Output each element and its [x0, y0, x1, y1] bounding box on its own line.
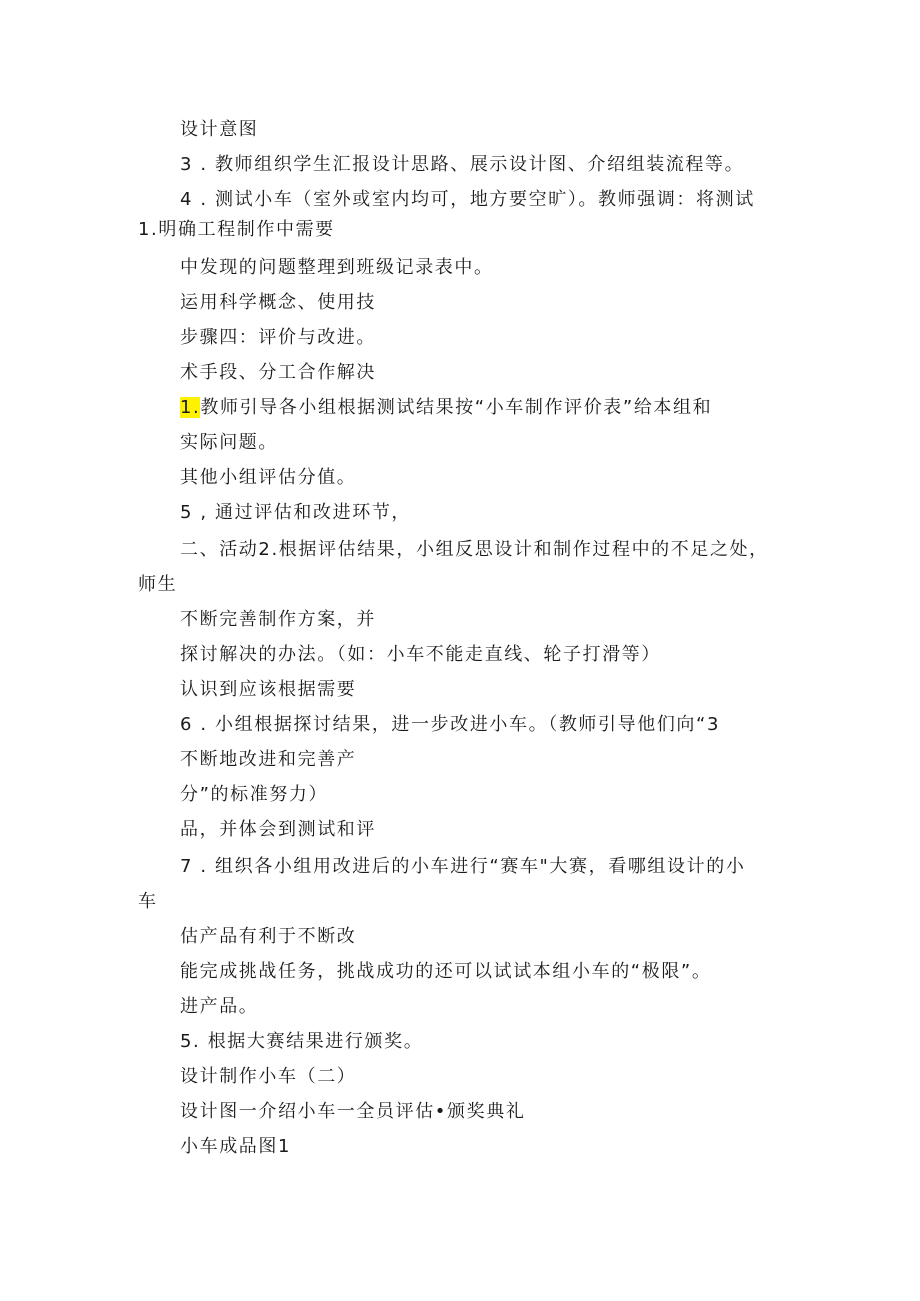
text-line-6: 运用科学概念、使用技	[180, 292, 376, 313]
text-line-9-body: 教师引导各小组根据测试结果按“小车制作评价表”给本组和	[200, 397, 713, 418]
text-line-29: 设计图一介绍小车一全员评估•颁奖典礼	[180, 1101, 526, 1122]
text-line-20: 分”的标准努力）	[180, 784, 329, 805]
text-line-3: 4 . 测试小车（室外或室内均可，地方要空旷）。教师强调：将测试	[180, 189, 755, 210]
text-line-17: 认识到应该根据需要	[180, 679, 357, 700]
text-line-10: 实际问题。	[180, 432, 278, 453]
text-line-22: 7 . 组织各小组用改进后的小车进行“赛车"大赛，看哪组设计的小	[180, 856, 746, 877]
text-line-14: 师生	[138, 574, 178, 595]
text-line-1: 设计意图	[180, 119, 259, 140]
text-line-5: 中发现的问题整理到班级记录表中。	[180, 257, 494, 278]
text-line-11: 其他小组评估分值。	[180, 467, 357, 488]
text-line-28: 设计制作小车（二）	[180, 1066, 357, 1087]
text-line-18: 6 . 小组根据探讨结果，进一步改进小车。（教师引导他们向“3	[180, 714, 720, 735]
text-line-15: 不断完善制作方案，并	[180, 609, 376, 630]
text-line-2: 3 . 教师组织学生汇报设计思路、展示设计图、介绍组装流程等。	[180, 154, 745, 175]
text-line-24: 估产品有利于不断改	[180, 926, 357, 947]
text-line-26: 进产品。	[180, 996, 259, 1017]
text-line-9	[180, 396, 712, 420]
text-line-19: 不断地改进和完善产	[180, 749, 357, 770]
highlight-marker: 1.	[180, 397, 201, 418]
text-line-7: 步骤四：评价与改进。	[180, 327, 376, 348]
text-line-13: 二、活动2.根据评估结果，小组反思设计和制作过程中的不足之处，	[180, 539, 769, 560]
text-line-25: 能完成挑战任务，挑战成功的还可以试试本组小车的“极限”。	[180, 961, 712, 982]
text-line-23: 车	[138, 891, 158, 912]
text-line-21: 品，并体会到测试和评	[180, 819, 376, 840]
text-line-16: 探讨解决的办法。（如：小车不能走直线、轮子打滑等）	[180, 644, 661, 665]
text-line-4: 1.明确工程制作中需要	[138, 219, 335, 240]
text-line-12: 5 , 通过评估和改进环节，	[180, 502, 412, 523]
text-line-30: 小车成品图1	[180, 1136, 292, 1157]
text-line-27: 5. 根据大赛结果进行颁奖。	[180, 1031, 424, 1052]
text-line-8: 术手段、分工合作解决	[180, 362, 376, 383]
